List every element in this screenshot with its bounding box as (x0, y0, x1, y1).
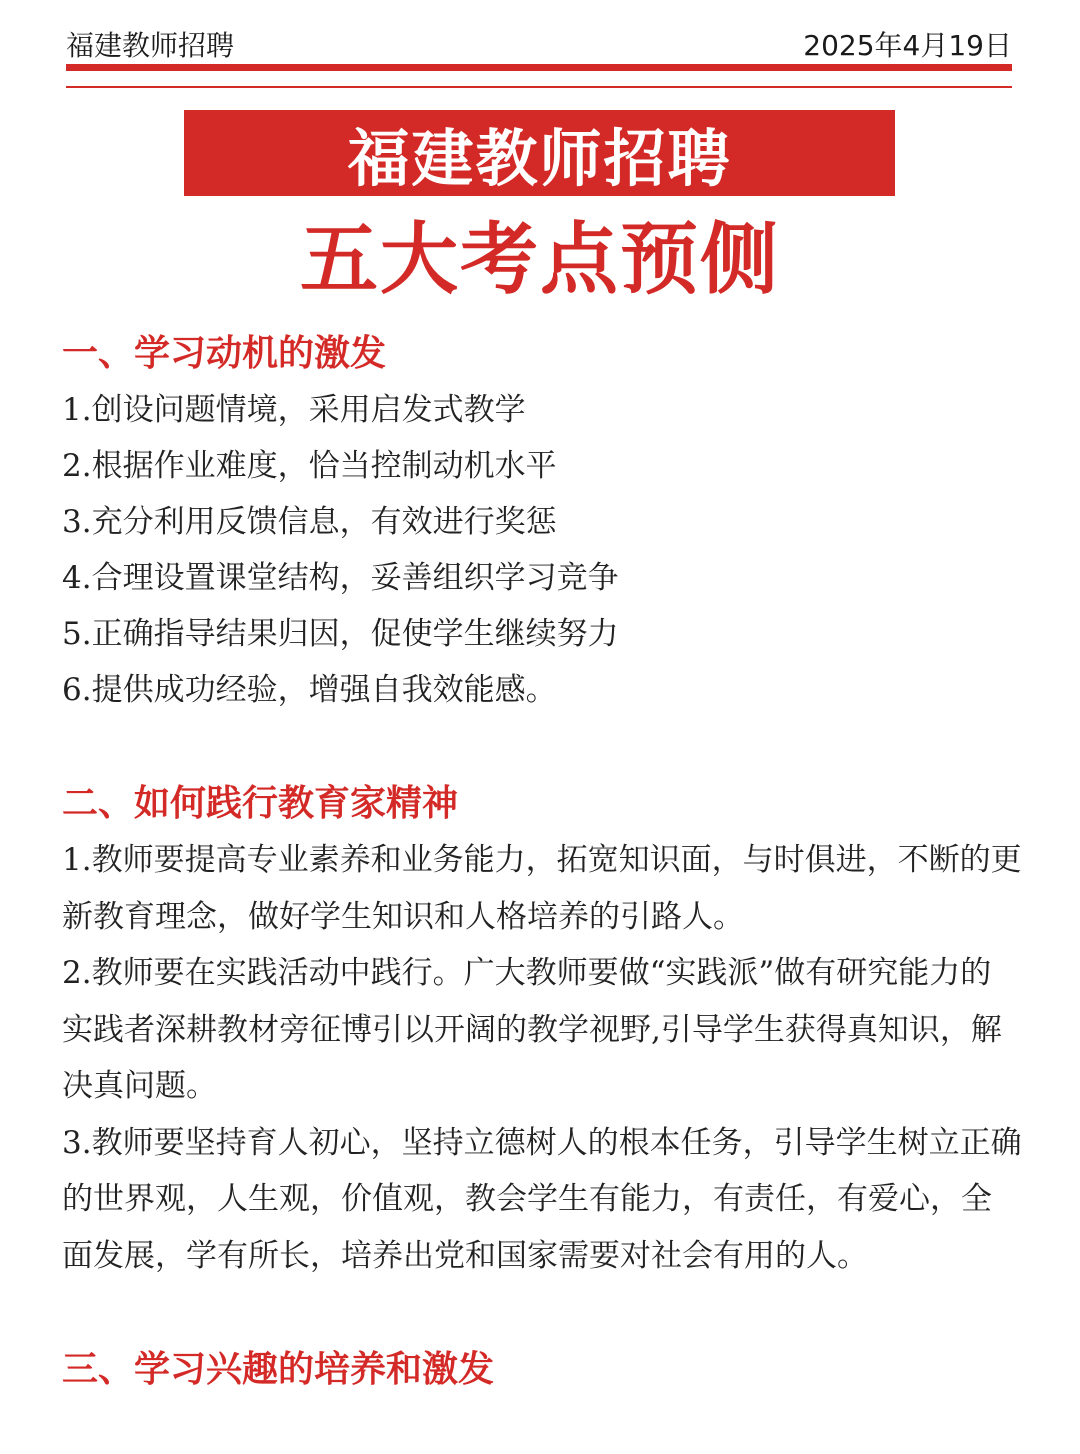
section-heading: 二、如何践行教育家精神 (62, 782, 459, 824)
page-header (66, 24, 1012, 64)
list-item: 5.正确指导结果归因，促使学生继续努力 (62, 616, 619, 652)
list-item: 1.教师要提高专业素养和业务能力，拓宽知识面，与时俱进，不断的更新教育理念，做好学生知识和人格培养的引路人。 (62, 842, 1022, 935)
banner-title: 福建教师招聘 (347, 121, 732, 195)
list-item: 2.根据作业难度，恰当控制动机水平 (62, 448, 557, 484)
list-item: 3.教师要坚持育人初心，坚持立德树人的根本任务，引导学生树立正确的世界观，人生观，价值观，教会学生有能力，有责任，有爱心，全面发展，学有所长，培养出党和国家需要对社会有用的人。 (62, 1124, 1022, 1274)
section-heading: 三、学习兴趣的培养和激发 (62, 1348, 495, 1390)
list-item: 3.充分利用反馈信息，有效进行奖惩 (62, 504, 557, 540)
page-subtitle: 五大考点预侧 (299, 214, 780, 305)
list-item: 2.教师要在实践活动中践行。广大教师要做“实践派”做有研究能力的实践者深耕教材旁征博引以开阔的教学视野,引导学生获得真知识，解决真问题。 (62, 955, 1002, 1104)
header-source-label: 福建教师招聘 (66, 29, 235, 62)
title-banner (184, 110, 895, 196)
main-content (62, 324, 1022, 1454)
header-date: 2025年4月19日 (803, 29, 1012, 62)
section-educator-spirit (62, 774, 1022, 1284)
list-item: 6.提供成功经验，增强自我效能感。 (62, 672, 557, 708)
header-divider-thin (66, 86, 1012, 88)
list-item: 4.合理设置课堂结构，妥善组织学习竞争 (62, 560, 619, 596)
list-item: 1.创设问题情境，采用启发式教学 (62, 392, 526, 428)
section-motivation (62, 324, 1022, 718)
section-interest (62, 1340, 1022, 1398)
header-divider-thick (66, 64, 1012, 71)
section-heading: 一、学习动机的激发 (62, 332, 387, 374)
